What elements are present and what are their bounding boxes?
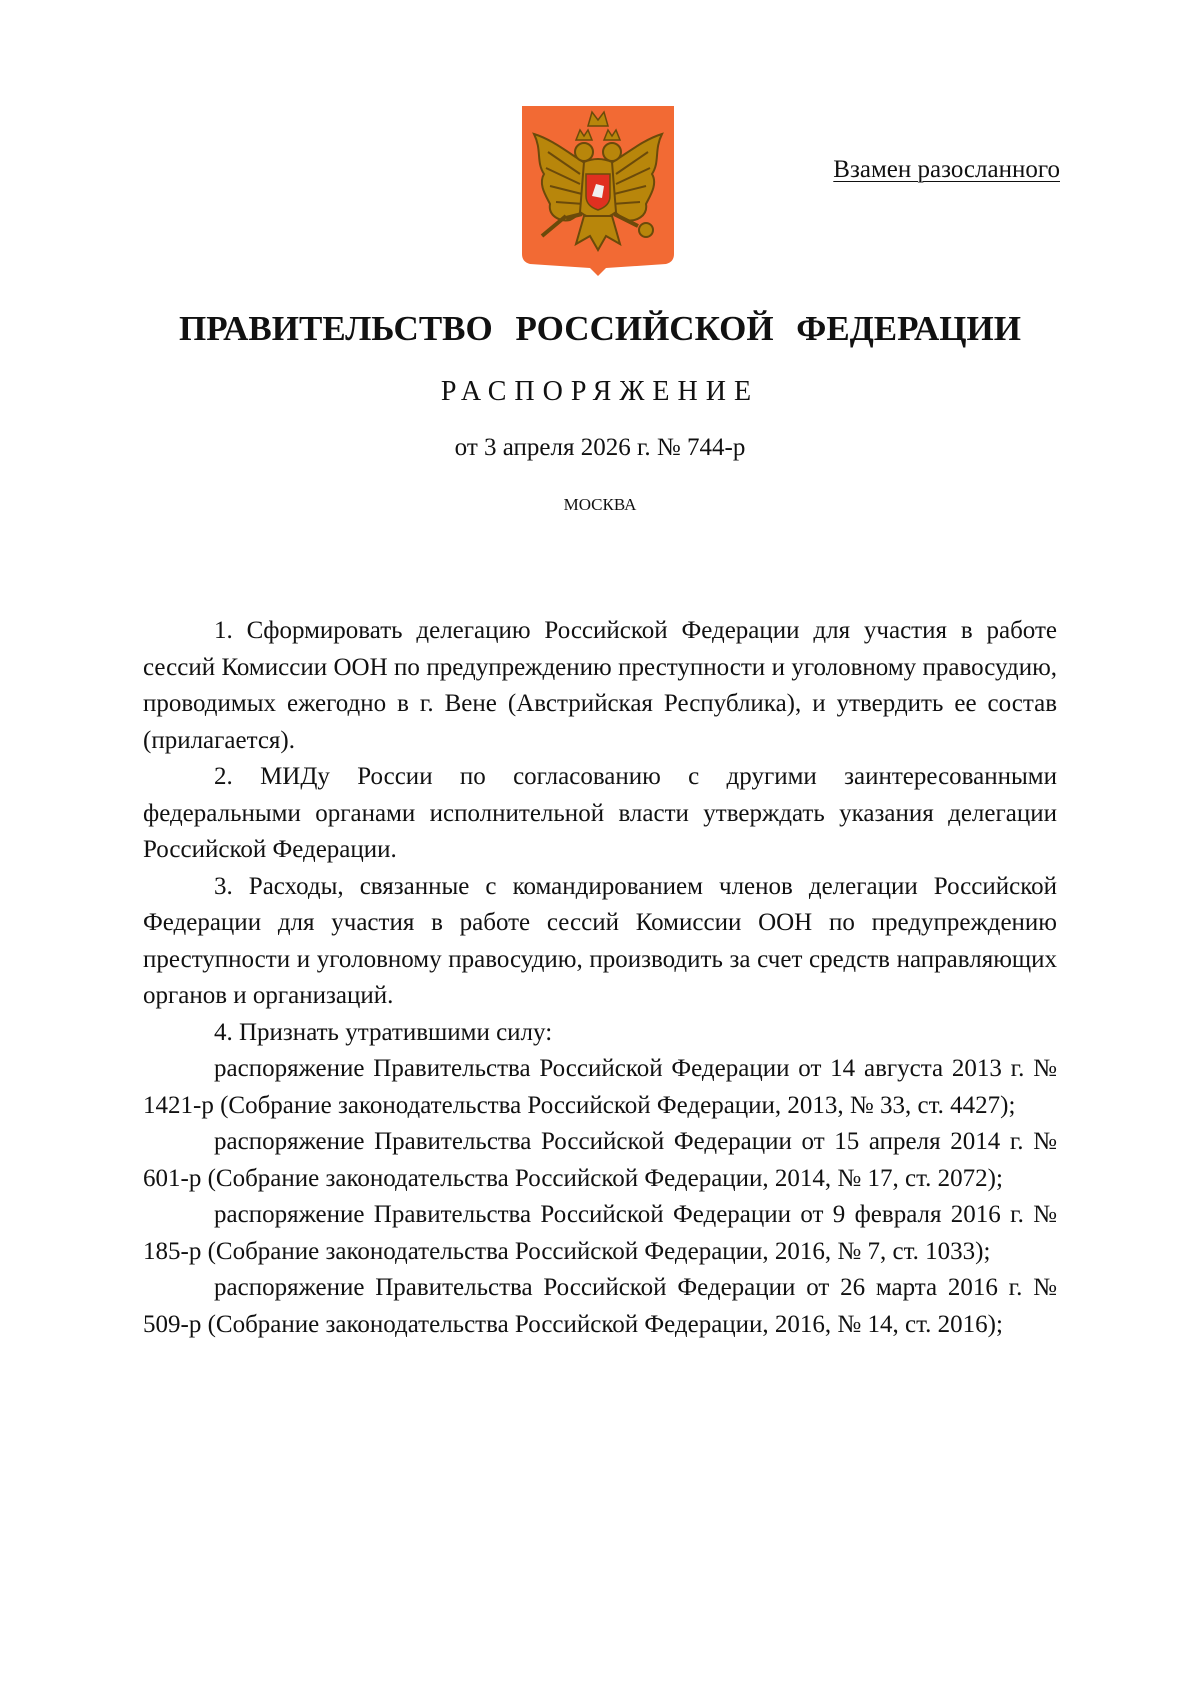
eagle-head-left <box>575 143 593 161</box>
body-paragraph-3: 3. Расходы, связанные с командированием членов делегации Российской Федерации для участия в работе сессий Комиссии ООН по предупреждению преступности и уголовному правосудию, производить за счет средств направляющих органов и организаций. <box>143 872 1057 1009</box>
repealed-order-4: распоряжение Правительства Российской Федерации от 26 марта 2016 г. № 509-р (Собрание законодательства Российской Федерации, 2016, № 14, ст. 2016); <box>143 1274 1057 1338</box>
government-title: ПРАВИТЕЛЬСТВО РОССИЙСКОЙ ФЕДЕРАЦИИ <box>179 309 1021 348</box>
document-date-number: от 3 апреля 2026 г. № 744-р <box>454 434 746 461</box>
body-paragraph-1: 1. Сформировать делегацию Российской Федерации для участия в работе сессий Комиссии ООН по предупреждению преступности и уголовному правосудию, проводимых ежегодно в г. Вене (Австрийская Республика), и утвердить ее состав (прилагается). <box>143 617 1057 754</box>
repealed-order-1: распоряжение Правительства Российской Федерации от 14 августа 2013 г. № 1421-р (Собрание законодательства Российской Федерации, 2013, № 33, ст. 4427); <box>143 1055 1057 1119</box>
document-city: МОСКВА <box>563 495 637 514</box>
repealed-order-3: распоряжение Правительства Российской Федерации от 9 февраля 2016 г. № 185-р (Собрание законодательства Российской Федерации, 2016, № 7, ст. 1033); <box>143 1201 1057 1265</box>
document-type: РАСПОРЯЖЕНИЕ <box>440 376 760 407</box>
eagle-head-right <box>603 143 621 161</box>
coat-of-arms-icon <box>520 104 676 276</box>
body-paragraph-4: 4. Признать утратившими силу: <box>214 1018 553 1046</box>
coat-of-arms-svg <box>520 104 676 276</box>
document-body <box>143 613 1057 1343</box>
replacement-note: Взамен разосланного <box>833 156 1060 183</box>
repealed-order-2: распоряжение Правительства Российской Федерации от 15 апреля 2014 г. № 601-р (Собрание законодательства Российской Федерации, 2014, № 17, ст. 2072); <box>143 1128 1057 1192</box>
orb-icon <box>639 223 653 237</box>
body-paragraph-2: 2. МИДу России по согласованию с другими заинтересованными федеральными органами исполнительной власти утверждать указания делегации Российской Федерации. <box>143 763 1057 863</box>
